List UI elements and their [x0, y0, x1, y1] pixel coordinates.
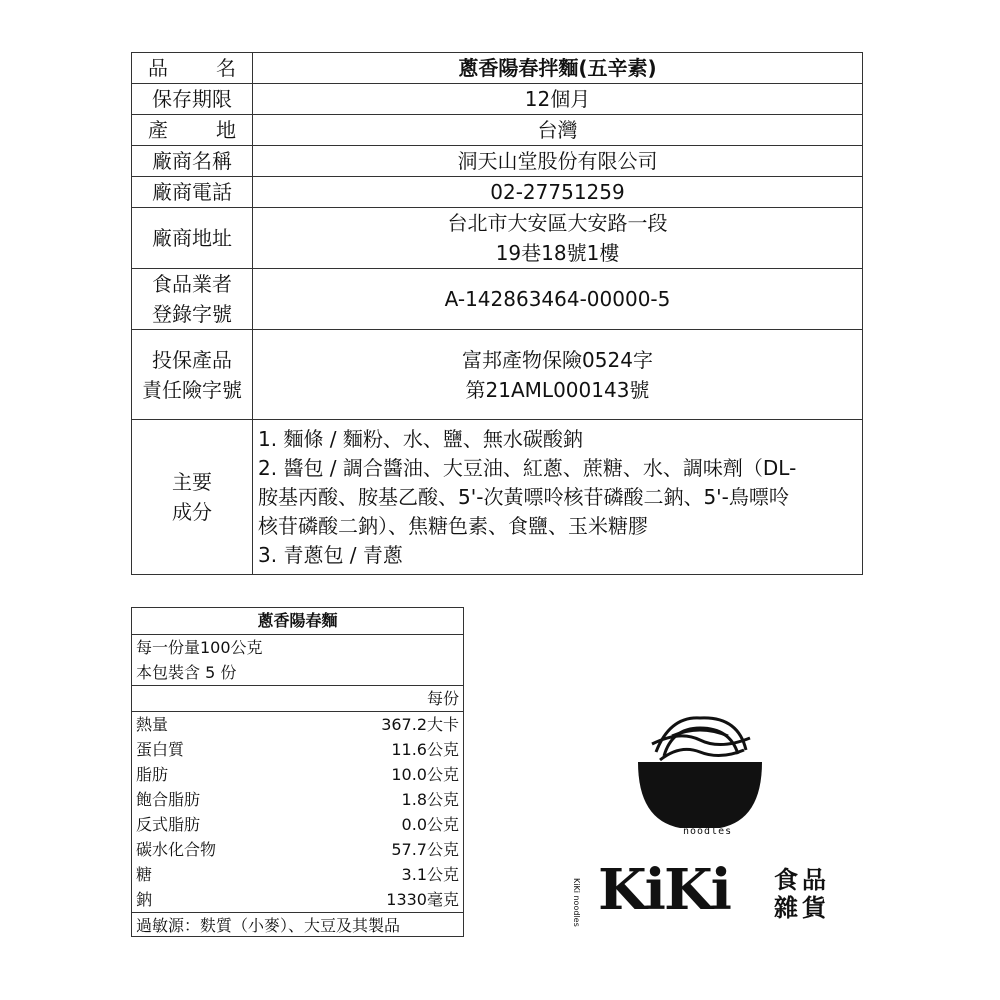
maker-value: 洞天山堂股份有限公司 — [253, 146, 863, 177]
phone-value: 02-27751259 — [253, 177, 863, 208]
nutrition-row — [132, 737, 463, 762]
nutrition-table — [131, 607, 464, 937]
product-name: 蔥香陽春拌麵(五辛素) — [253, 53, 863, 84]
nutrient-value: 1330毫克 — [386, 890, 459, 909]
nutrition-row — [132, 787, 463, 812]
noodles-icon — [652, 718, 750, 760]
nutrient-label: 蛋白質 — [136, 740, 185, 759]
nutrient-value: 0.0公克 — [401, 815, 459, 834]
nutrition-row — [132, 862, 463, 887]
shelf-life-value: 12個月 — [253, 84, 863, 115]
nutrition-row — [132, 837, 463, 862]
noodles-label: noodles — [683, 826, 733, 837]
nutrient-value: 11.6公克 — [391, 740, 459, 759]
nutrition-row — [132, 762, 463, 787]
ingredients-value: 1. 麵條 / 麵粉、水、鹽、無水碳酸鈉 2. 醬包 / 調合醬油、大豆油、紅蔥、蔗糖、水、調味劑（DL- 胺基丙酸、胺基乙酸、5'-次黃嘌呤核苷磷酸二鈉、5'-鳥嘌呤 核苷磷酸二鈉）、焦糖色素、食鹽、玉米糖膠 3. 青蔥包 / 青蔥 — [253, 420, 863, 575]
nutrient-label: 脂肪 — [136, 765, 169, 784]
maker-label: 廠商名稱 — [132, 146, 253, 177]
nutrient-value: 367.2大卡 — [381, 715, 459, 734]
shelf-life-label: 保存期限 — [132, 84, 253, 115]
serving-size: 每一份量100公克 — [136, 638, 263, 657]
address-value: 台北市大安區大安路一段 19巷18號1樓 — [253, 208, 863, 269]
brand-subtitle: 食品 雜貨 — [774, 866, 830, 922]
product-info-table — [131, 52, 863, 575]
nutrient-label: 飽合脂肪 — [136, 790, 201, 809]
nutrition-row — [132, 887, 463, 913]
nutrition-row — [132, 712, 463, 737]
bowl-icon — [638, 762, 762, 828]
ingredients-label: 主要 成分 — [132, 420, 253, 575]
servings-per-pack: 本包裝含 5 份 — [132, 660, 463, 686]
nutrient-label: 糖 — [136, 865, 153, 884]
nutrient-label: 反式脂肪 — [136, 815, 201, 834]
nutrient-label: 鈉 — [136, 890, 153, 909]
nutrition-row — [132, 812, 463, 837]
nutrition-title: 蔥香陽春麵 — [132, 608, 463, 635]
nutrient-value: 10.0公克 — [391, 765, 459, 784]
registration-label: 食品業者 登錄字號 — [132, 269, 253, 330]
brand-tiny-text: KiKi noodles — [572, 878, 581, 927]
name-label: 品 名 — [132, 53, 253, 84]
nutrient-label: 碳水化合物 — [136, 840, 217, 859]
nutrition-rows — [132, 712, 463, 913]
nutrient-value: 1.8公克 — [401, 790, 459, 809]
nutrient-value: 57.7公克 — [391, 840, 459, 859]
address-label: 廠商地址 — [132, 208, 253, 269]
allergen-note: 過敏源：麩質（小麥）、大豆及其製品 — [136, 916, 401, 935]
per-serving-header: 每份 — [132, 686, 463, 712]
phone-label: 廠商電話 — [132, 177, 253, 208]
origin-label: 產 地 — [132, 115, 253, 146]
origin-value: 台灣 — [253, 115, 863, 146]
insurance-value: 富邦產物保險0524字 第21AML000143號 — [253, 330, 863, 420]
nutrient-value: 3.1公克 — [401, 865, 459, 884]
brand-name: KiKi — [598, 857, 730, 923]
insurance-label: 投保產品 責任險字號 — [132, 330, 253, 420]
registration-value: A-142863464-00000-5 — [253, 269, 863, 330]
nutrient-label: 熱量 — [136, 715, 169, 734]
